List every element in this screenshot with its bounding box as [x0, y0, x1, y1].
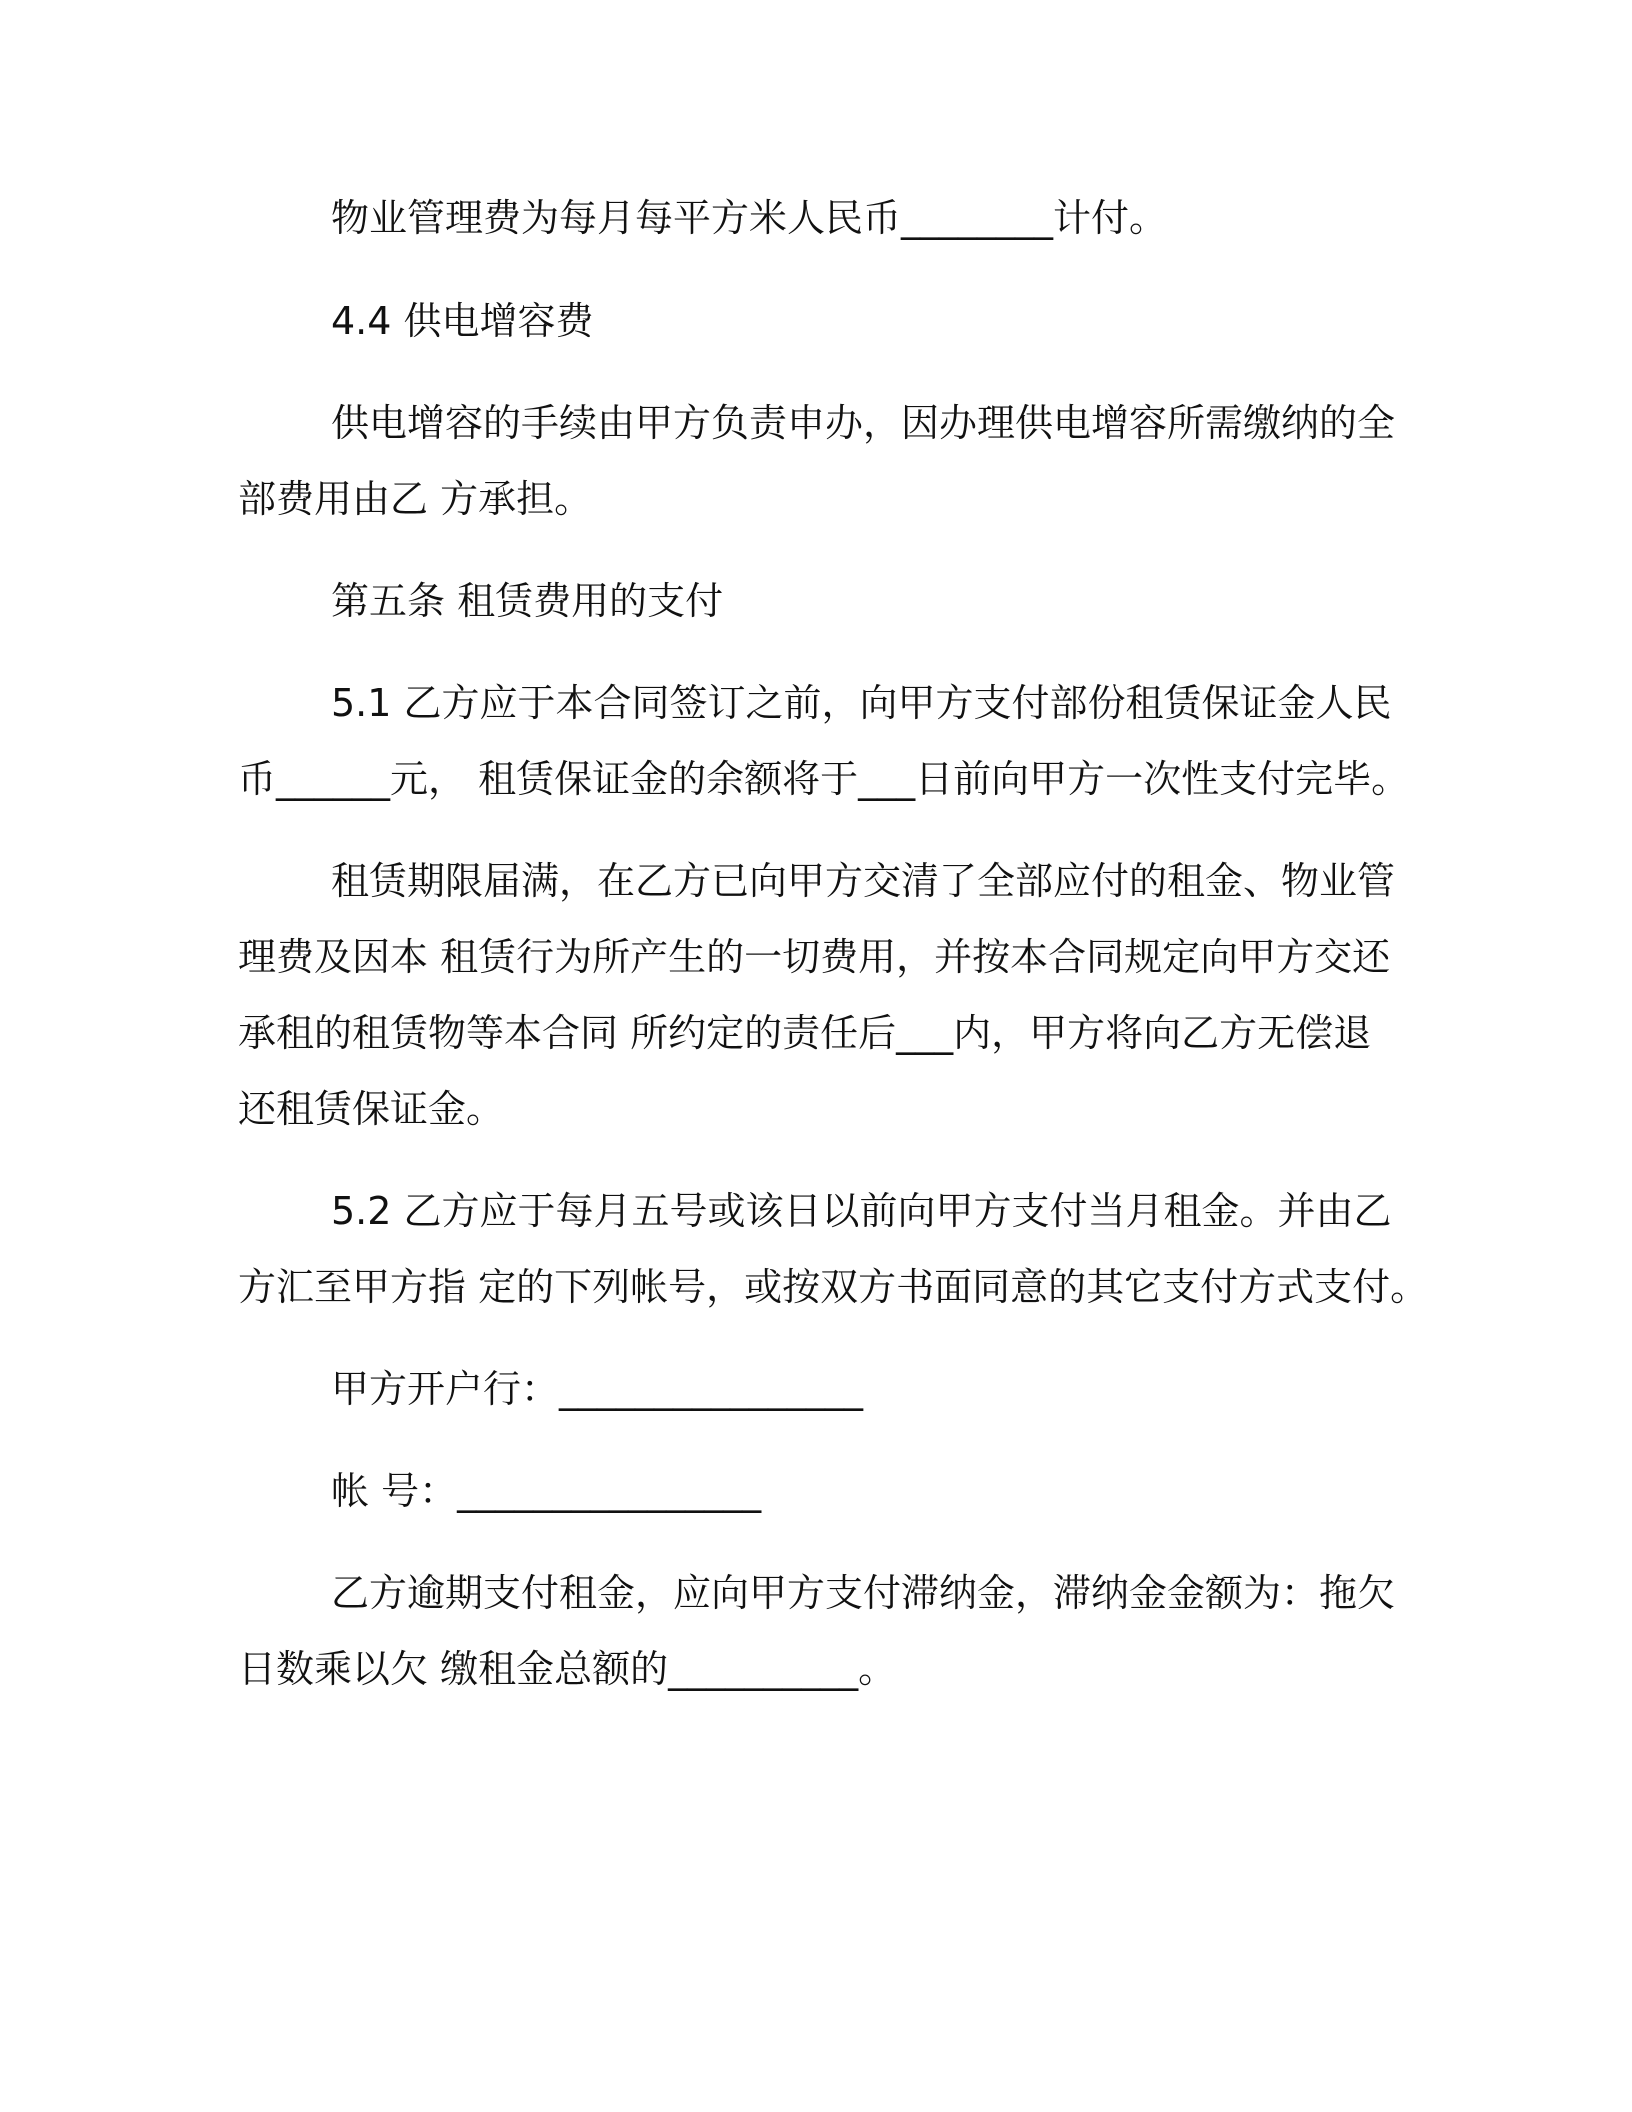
- paragraph-late-fee-line2: 日数乘以欠 缴租金总额的__________。: [238, 1647, 897, 1691]
- paragraph-deposit-return-line2: 理费及因本 租赁行为所产生的一切费用，并按本合同规定向甲方交还: [238, 935, 1391, 979]
- account-field-line: 帐 号：________________: [331, 1469, 762, 1513]
- paragraph-5-2-line2: 方汇至甲方指 定的下列帐号，或按双方书面同意的其它支付方式支付。: [238, 1265, 1429, 1309]
- paragraph-5-2-line1: 5.2 乙方应于每月五号或该日以前向甲方支付当月租金。并由乙: [331, 1189, 1392, 1233]
- article-heading-5: 第五条 租赁费用的支付: [331, 579, 724, 623]
- paragraph-power-capacity-line1: 供电增容的手续由甲方负责申办，因办理供电增容所需缴纳的全: [331, 401, 1396, 445]
- paragraph-power-capacity-line2: 部费用由乙 方承担。: [238, 477, 593, 521]
- section-heading-4-4: 4.4 供电增容费: [331, 299, 594, 343]
- paragraph-deposit-return-line4: 还租赁保证金。: [238, 1087, 505, 1131]
- paragraph-deposit-return-line1: 租赁期限届满，在乙方已向甲方交清了全部应付的租金、物业管: [331, 859, 1396, 903]
- bank-field-line: 甲方开户行：________________: [331, 1367, 864, 1411]
- paragraph-deposit-return-line3: 承租的租赁物等本合同 所约定的责任后___内，甲方将向乙方无偿退: [238, 1011, 1372, 1055]
- paragraph-property-fee: 物业管理费为每月每平方米人民币________计付。: [331, 196, 1168, 240]
- paragraph-5-1-line1: 5.1 乙方应于本合同签订之前，向甲方支付部份租赁保证金人民: [331, 681, 1392, 725]
- paragraph-late-fee-line1: 乙方逾期支付租金，应向甲方支付滞纳金，滞纳金金额为：拖欠: [331, 1571, 1396, 1615]
- paragraph-5-1-line2: 币______元， 租赁保证金的余额将于___日前向甲方一次性支付完毕。: [238, 757, 1410, 801]
